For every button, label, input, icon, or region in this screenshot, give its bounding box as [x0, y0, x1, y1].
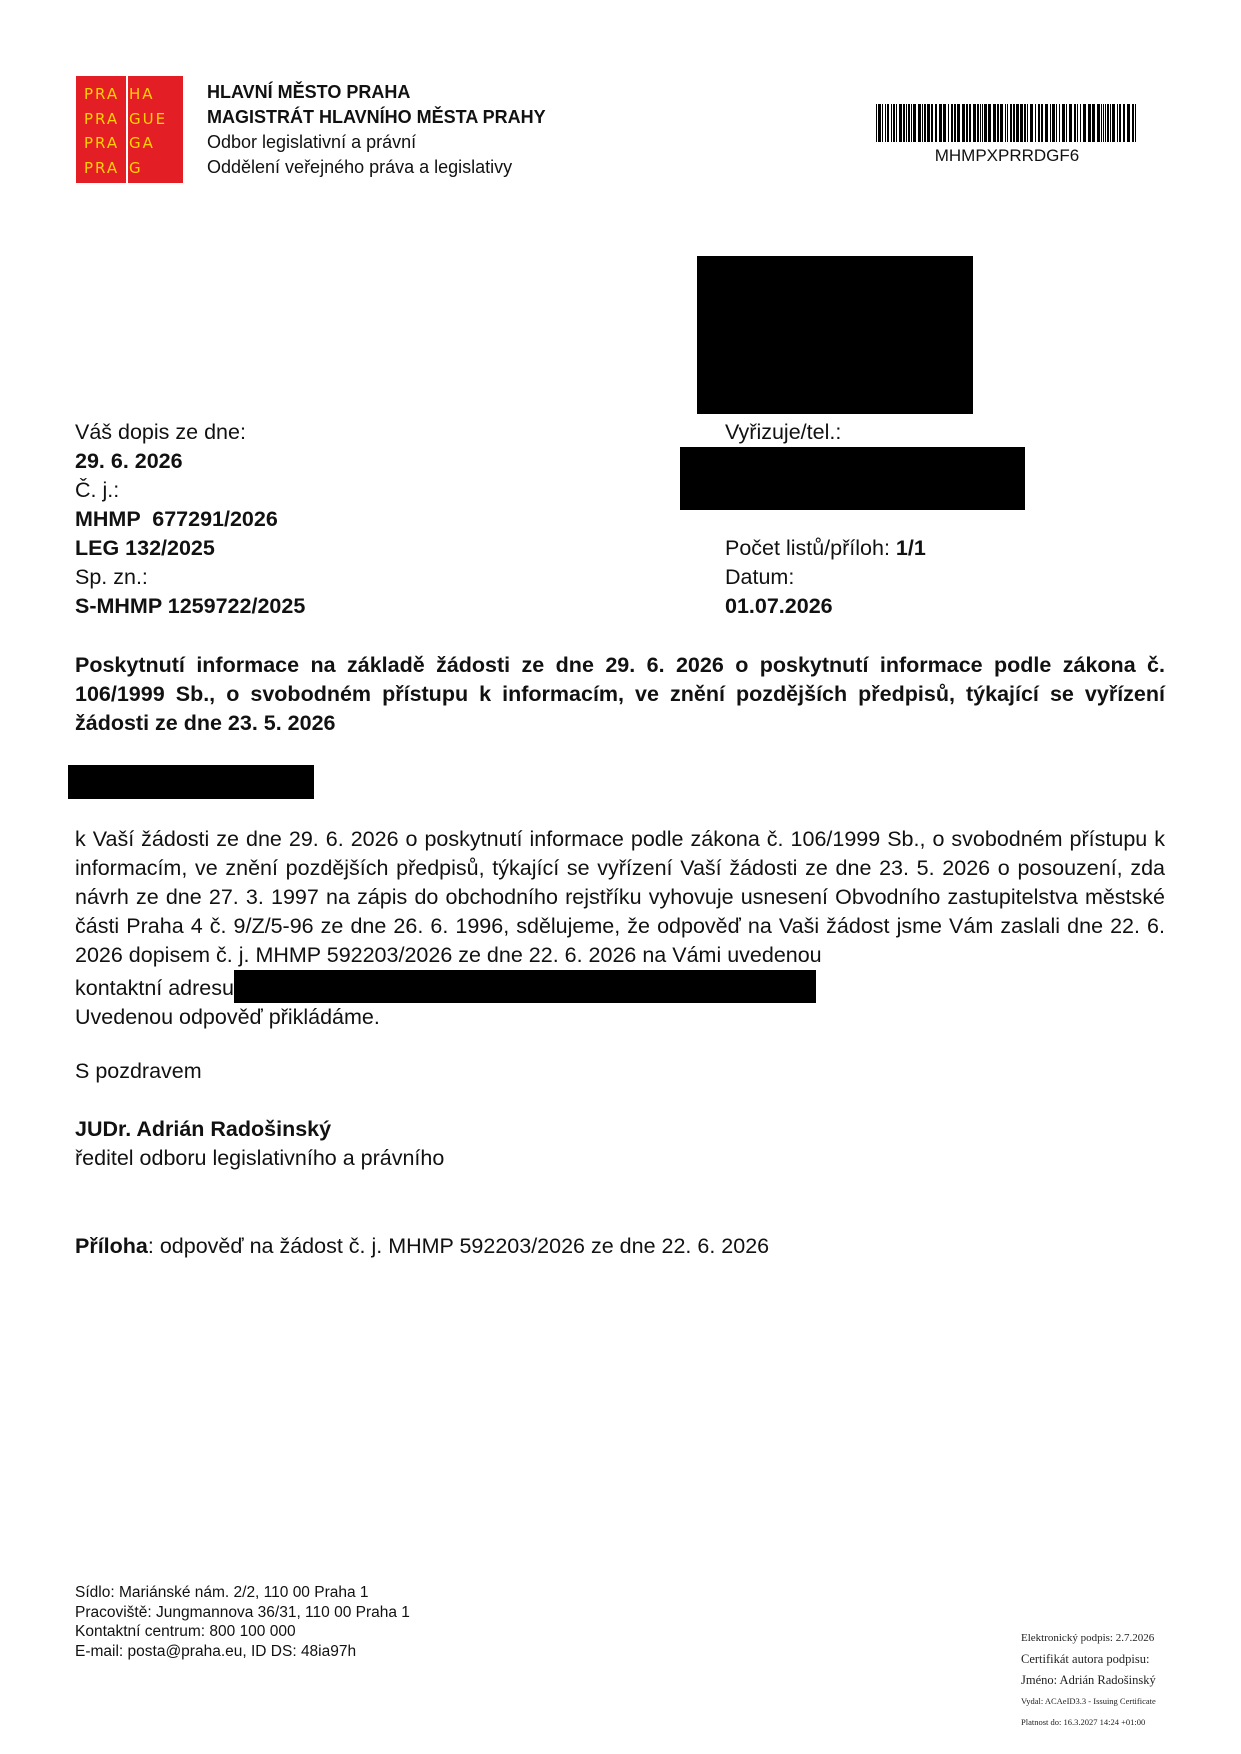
barcode-bar [1069, 104, 1072, 142]
e-signature-validity: Platnost do: 16.3.2027 14:24 +01:00 [1021, 1717, 1146, 1727]
barcode-bar [935, 104, 937, 142]
barcode-bar [1101, 104, 1102, 142]
barcode-bar [1105, 104, 1106, 142]
attachment [75, 1232, 769, 1261]
redacted-address [234, 970, 816, 1003]
barcode-bar [984, 104, 987, 142]
file-number: S-MHMP 1259722/2025 [75, 594, 306, 618]
barcode-bar [882, 104, 883, 142]
date-value: 01.07.2026 [725, 594, 833, 618]
barcode-bar [1077, 104, 1078, 142]
barcode-bar [1062, 104, 1065, 142]
barcode-bar [1045, 104, 1048, 142]
barcode-bar [1092, 104, 1095, 142]
logo-text: PRA [84, 134, 120, 153]
barcode-bar [1027, 104, 1028, 142]
barcode-bar [948, 104, 949, 142]
barcode-bar [973, 104, 976, 142]
letterhead-section: Oddělení veřejného práva a legislativy [207, 157, 513, 177]
barcode-bar [1107, 104, 1109, 142]
ref-number: MHMP 677291/2026 [75, 507, 278, 531]
barcode-bar [1024, 104, 1026, 142]
leg-number: LEG 132/2025 [75, 536, 215, 560]
redacted-salutation-block [68, 765, 314, 799]
barcode-bar [1005, 104, 1006, 142]
barcode-bar [1013, 104, 1015, 142]
address-prefix: kontaktní adresu [75, 976, 234, 1000]
barcode-bar [924, 104, 926, 142]
sheets-line [725, 534, 926, 563]
e-signature-cert: Certifikát autora podpisu: [1021, 1652, 1150, 1666]
left-meta [75, 418, 305, 621]
logo-text: HA [129, 85, 155, 104]
barcode-bar [1052, 104, 1055, 142]
barcode-bar [1083, 104, 1086, 142]
barcode-bar [893, 104, 895, 142]
barcode-bar [939, 104, 942, 142]
logo-text: G [129, 158, 143, 177]
barcode-bar [954, 104, 956, 142]
barcode-bar [1080, 104, 1081, 142]
barcode-bar [1112, 104, 1115, 142]
letterhead-city: HLAVNÍ MĚSTO PRAHA [207, 82, 411, 102]
barcode-bar [982, 104, 983, 142]
barcode-bar [951, 104, 953, 142]
barcode-bar [887, 104, 889, 142]
barcode-bar [1127, 104, 1130, 142]
date-label: Datum: [725, 565, 795, 589]
barcode-bar [1088, 104, 1091, 142]
file-label: Sp. zn.: [75, 565, 148, 589]
letter-body [75, 825, 1165, 1032]
attachment-label: Příloha [75, 1234, 148, 1258]
footer [75, 1583, 410, 1661]
barcode-bar [1110, 104, 1111, 142]
barcode-bar [1132, 104, 1134, 142]
barcode-bar [878, 104, 881, 142]
greeting: S pozdravem [75, 1059, 202, 1083]
letterhead [207, 80, 546, 180]
barcode-bar [988, 104, 991, 142]
barcode-bar [922, 104, 923, 142]
signer-name: JUDr. Adrián Radošinský [75, 1117, 332, 1141]
barcode-bar [1066, 104, 1067, 142]
footer-email: E-mail: posta@praha.eu, ID DS: 48ia97h [75, 1642, 357, 1660]
footer-workplace: Pracoviště: Jungmannova 36/31, 110 00 Praha 1 [75, 1603, 410, 1621]
e-signature-date: Elektronický podpis: 2.7.2026 [1021, 1632, 1155, 1644]
barcode-bar [931, 104, 933, 142]
barcode-bar [1050, 104, 1051, 142]
barcode-bar [969, 104, 971, 142]
barcode-bar [1117, 104, 1118, 142]
attached-note: Uvedenou odpověď přikládáme. [75, 1005, 380, 1029]
logo-row [84, 107, 183, 132]
barcode-bar [885, 104, 886, 142]
barcode-bar [1035, 104, 1036, 142]
attachment-text: : odpověď na žádost č. j. MHMP 592203/2026 ze dne 22. 6. 2026 [147, 1234, 770, 1258]
barcode-bar [1041, 104, 1043, 142]
barcode-bar [899, 104, 902, 142]
barcode-bar [1016, 104, 1019, 142]
barcode-bar [1000, 104, 1003, 142]
e-signature [1021, 1628, 1156, 1733]
barcode-bar [1007, 104, 1008, 142]
ref-label: Č. j.: [75, 478, 120, 502]
right-meta [725, 534, 926, 621]
barcode-bar [962, 104, 965, 142]
e-signature-issuer: Vydal: ACAeID3.3 - Issuing Certificate [1021, 1696, 1156, 1706]
barcode-bar [977, 104, 979, 142]
barcode-bar [1097, 104, 1100, 142]
barcode-bar [918, 104, 921, 142]
logo-text: GUE [129, 109, 168, 128]
signer-title: ředitel odboru legislativního a právního [75, 1146, 445, 1170]
barcode-bar [903, 104, 905, 142]
barcode-bar [1123, 104, 1125, 142]
barcode-bar [1038, 104, 1040, 142]
barcode-bar [896, 104, 897, 142]
barcode-bar [891, 104, 892, 142]
barcode-bar [913, 104, 916, 142]
barcode-bar [1056, 104, 1057, 142]
e-signature-name: Jméno: Adrián Radošinský [1021, 1673, 1156, 1687]
barcode-bar [1059, 104, 1060, 142]
barcode-bar [1103, 104, 1104, 142]
barcode-bar [943, 104, 946, 142]
barcode-bar [908, 104, 910, 142]
barcode-bar [957, 104, 960, 142]
barcode-bar [1135, 104, 1136, 142]
barcode-bar [966, 104, 968, 142]
logo-text: PRA [84, 109, 120, 128]
footer-contact-center: Kontaktní centrum: 800 100 000 [75, 1623, 296, 1640]
barcode-bar [1119, 104, 1121, 142]
letter-date-label: Váš dopis ze dne: [75, 420, 246, 444]
barcode-bar [1020, 104, 1023, 142]
logo-text: PRA [84, 158, 120, 177]
footer-seat: Sídlo: Mariánské nám. 2/2, 110 00 Praha 1 [75, 1584, 369, 1601]
barcode-bar [997, 104, 999, 142]
barcode-bar [1074, 104, 1076, 142]
logo-row [84, 131, 183, 156]
logo-row [84, 82, 183, 107]
barcode-bar [1030, 104, 1033, 142]
barcode-bar [980, 104, 981, 142]
letter-date: 29. 6. 2026 [75, 449, 183, 473]
barcode-bar [911, 104, 912, 142]
barcode-bar [906, 104, 907, 142]
sheets-label: Počet listů/příloh: [725, 536, 896, 560]
logo-divider [126, 76, 128, 183]
barcode [876, 104, 1138, 142]
handler-label: Vyřizuje/tel.: [725, 420, 842, 444]
redacted-handler-block [680, 447, 1025, 510]
letterhead-office: MAGISTRÁT HLAVNÍHO MĚSTA PRAHY [207, 107, 546, 127]
redacted-address-block [697, 256, 973, 414]
barcode-bar [876, 104, 877, 142]
barcode-bar [993, 104, 996, 142]
address-line [75, 970, 1165, 1003]
body-paragraph: k Vaší žádosti ze dne 29. 6. 2026 o poskytnutí informace podle zákona č. 106/1999 Sb., o svobodném přístupu k informacím, ve znění pozdějších předpisů, týkající se vyřízení Vaší žádosti ze dne 23. 5. 2026 o posouzení, zda návrh ze dne 27. 3. 1997 na zápis do obchodního rejstříku vyhovuje usnesení Obvodního zastupitelstva městské části Praha 4 č. 9/Z/5-96 ze dne 26. 6. 1996, sdělujeme, že odpověď na Vaši žádost jsme Vám zaslali dne 22. 6. 2026 dopisem č. j. MHMP 592203/2026 ze dne 22. 6. 2026 na Vámi uvedenou [75, 827, 1165, 967]
barcode-bar [927, 104, 930, 142]
subject: Poskytnutí informace na základě žádosti ze dne 29. 6. 2026 o poskytnutí informace podle zákona č. 106/1999 Sb., o svobodném přístupu k informacím, ve znění pozdějších předpisů, týkající se vyřízení žádosti ze dne 23. 5. 2026 [75, 653, 1165, 735]
logo-row [84, 156, 183, 181]
barcode-code: MHMPXPRRDGF6 [934, 146, 1080, 165]
praha-logo [76, 76, 183, 183]
logo-text: PRA [84, 85, 120, 104]
sheets-value: 1/1 [895, 536, 926, 560]
letterhead-department: Odbor legislativní a právní [207, 132, 417, 152]
logo-text: GA [129, 134, 155, 153]
barcode-bar [1010, 104, 1012, 142]
